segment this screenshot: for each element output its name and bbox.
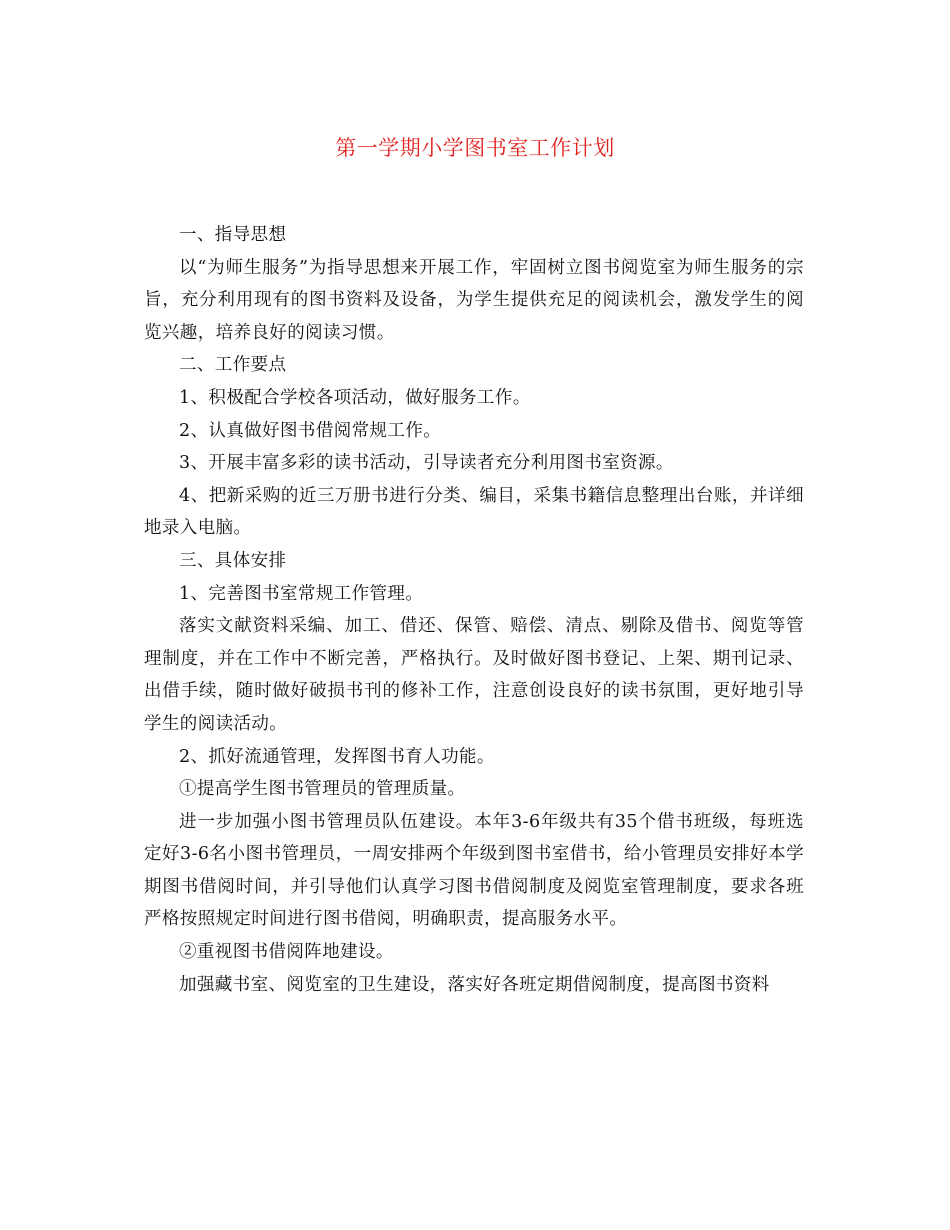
list-item: 2、抓好流通管理，发挥图书育人功能。	[179, 746, 495, 767]
section-heading-work-points: 二、工作要点	[179, 355, 287, 376]
section-heading-arrangements: 三、具体安排	[179, 550, 287, 571]
list-item: 1、积极配合学校各项活动，做好服务工作。	[179, 387, 531, 408]
document-title: 第一学期小学图书室工作计划	[335, 136, 615, 160]
list-item: 2、认真做好图书借阅常规工作。	[179, 420, 442, 441]
list-item: 4、把新采购的近三万册书进行分类、编目，采集书籍信息整理出台账，并详细地录入电脑。	[144, 485, 804, 539]
paragraph: 加强藏书室、阅览室的卫生建设，落实好各班定期借阅制度，提高图书资料	[179, 974, 770, 995]
sub-item: ①提高学生图书管理员的管理质量。	[179, 779, 466, 800]
document-body	[144, 219, 804, 1001]
paragraph: 进一步加强小图书管理员队伍建设。本年3-6年级共有35个借书班级，每班选定好3-6名小图书管理员，一周安排两个年级到图书室借书，给小管理员安排好本学期图书借阅时间，并引导他们认真学习图书借阅制度及阅览室管理制度，要求各班严格按照规定时间进行图书借阅，明确职责，提高服务水平。	[144, 811, 804, 930]
list-item: 1、完善图书室常规工作管理。	[179, 583, 424, 604]
paragraph: 以“为师生服务”为指导思想来开展工作，牢固树立图书阅览室为师生服务的宗旨，充分利用现有的图书资料及设备，为学生提供充足的阅读机会，激发学生的阅览兴趣，培养良好的阅读习惯。	[144, 257, 804, 343]
paragraph: 落实文献资料采编、加工、借还、保管、赔偿、清点、剔除及借书、阅览等管理制度，并在工作中不断完善，严格执行。及时做好图书登记、上架、期刊记录、出借手续，随时做好破损书刊的修补工作，注意创设良好的读书氛围，更好地引导学生的阅读活动。	[144, 616, 804, 734]
section-heading-guiding-ideology: 一、指导思想	[179, 225, 287, 245]
list-item: 3、开展丰富多彩的读书活动，引导读者充分利用图书室资源。	[179, 453, 674, 474]
sub-item: ②重视图书借阅阵地建设。	[179, 942, 394, 963]
